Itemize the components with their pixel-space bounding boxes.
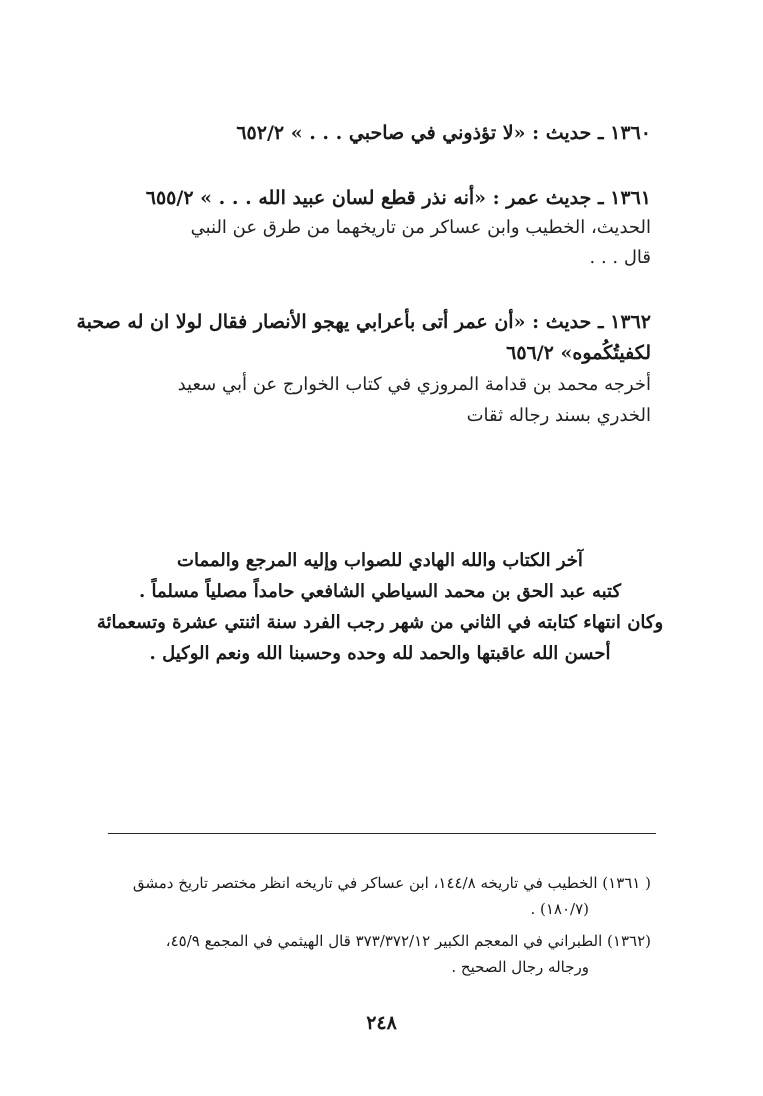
footnote-line: ( ١٣٦١) الخطيب في تاريخه ١٤٤/٨، ابن عساكر في تاريخه انظر مختصر تاريخ دمشق xyxy=(132,874,651,892)
entry-heading: ١٣٦١ ـ جديث عمر : «أنه نذر قطع لسان عبيد الله . . . » ٦٥٥/٢ xyxy=(145,187,651,209)
colophon-line: وكان انتهاء كتابته في الثاني من شهر رجب الفرد سنة اثنتي عشرة وتسعمائة xyxy=(96,612,664,633)
colophon-line: كتبه عبد الحق بن محمد السياطي الشافعي حامداً مصلياً مسلماً . xyxy=(138,581,622,602)
colophon-line: آخر الكتاب والله الهادي للصواب وإليه المرجع والممات xyxy=(177,550,583,571)
footnote-line-continued: ورجاله رجال الصحيح . xyxy=(451,958,589,976)
entry-body-line: الحديث، الخطيب وابن عساكر من تاريخهما من طرق عن النبي xyxy=(190,217,651,238)
colophon-line: أحسن الله عاقبتها والحمد لله وحده وحسبنا الله ونعم الوكيل . xyxy=(149,643,611,664)
page-number: ٢٤٨ xyxy=(366,1012,397,1034)
footnote-divider xyxy=(108,833,656,834)
entry-body-line: الخدري بسند رجاله ثقات xyxy=(466,405,651,426)
entry-1360 xyxy=(106,118,651,148)
entry-body-line: قال . . . xyxy=(589,247,651,268)
entry-1362 xyxy=(76,307,651,431)
entry-heading: ١٣٦٠ ـ حديث : «لا تؤذوني في صاحبي . . . » ٦٥٢/٢ xyxy=(236,122,651,144)
entry-1361 xyxy=(106,183,651,273)
footnote-line-continued: (١٨٠/٧) . xyxy=(530,900,589,918)
footnote-1361 xyxy=(101,870,651,922)
entry-heading-continued: لكفيتُكُموه» ٦٥٦/٢ xyxy=(506,342,651,364)
colophon xyxy=(60,545,700,669)
entry-heading: ١٣٦٢ ـ حديث : «أن عمر أتى بأعرابي يهجو الأنصار فقال لولا ان له صحبة xyxy=(76,311,651,333)
entry-body-line: أخرجه محمد بن قدامة المروزي في كتاب الخوارج عن أبي سعيد xyxy=(177,374,651,395)
footnote-1362 xyxy=(101,928,651,980)
footnote-line: (١٣٦٢) الطبراني في المعجم الكبير ٣٧٣/٣٧٢/١٢ قال الهيثمي في المجمع ٤٥/٩، xyxy=(165,932,651,950)
